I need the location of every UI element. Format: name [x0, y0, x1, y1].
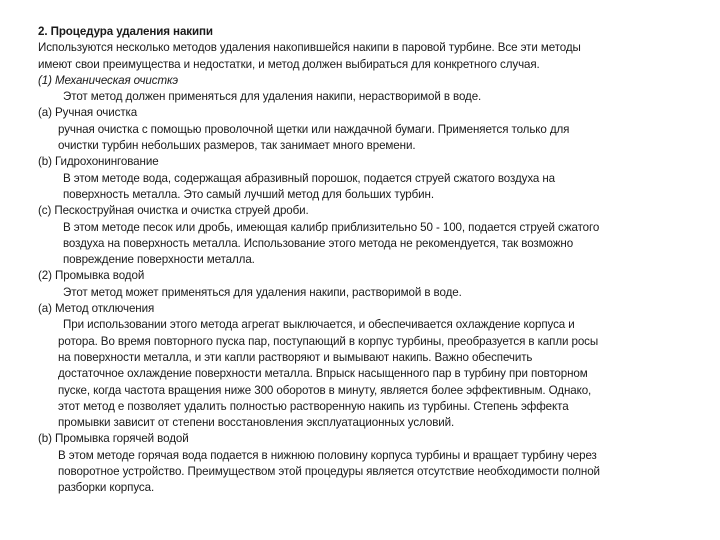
intro-line: Используются несколько методов удаления накопившейся накипи в паровой турбине. Все эти методы: [38, 41, 581, 55]
item-text-line: пуске, когда частота вращения ниже 300 оборотов в минуту, является более эффективным. Однако,: [58, 383, 592, 397]
item-heading-shutdown: (a) Метод отключения: [38, 302, 155, 316]
section-title: 2. Процедура удаления накипи: [38, 25, 213, 38]
item-heading-hot-water: (b) Промывка горячей водой: [38, 432, 189, 446]
item-text-line: очистки турбин небольших размеров, так занимает много времени.: [58, 139, 416, 153]
item-text-line: поверхность металла. Это самый лучший метод для больших турбин.: [63, 187, 434, 201]
item-text-line: воздуха на поверхность металла. Использование этого метода не рекомендуется, так возможно: [63, 236, 574, 250]
subsection-description: Этот метод должен применяться для удаления накипи, нерастворимой в воде.: [63, 90, 482, 104]
document-body: [38, 24, 698, 497]
subsection-heading-mechanical: (1) Механическая очисткэ: [38, 73, 178, 87]
item-text-line: ротора. Во время повторного пуска пар, поступающий в корпус турбины, преобразуется в капли росы: [58, 334, 599, 348]
item-heading-manual: (a) Ручная очистка: [38, 106, 138, 120]
item-text-line: ручная очистка с помощью проволочной щетки или наждачной бумаги. Применяется только для: [58, 122, 570, 136]
item-text-line: В этом методе вода, содержащая абразивный порошок, подается струей сжатого воздуха на: [63, 171, 556, 185]
subsection-description: Этот метод может применяться для удаления накипи, растворимой в воде.: [63, 285, 462, 299]
item-text-line: При использовании этого метода агрегат выключается, и обеспечивается охлаждение корпуса и: [63, 318, 575, 332]
item-text-line: разборки корпуса.: [58, 481, 155, 495]
item-text-line: повреждение поверхности металла.: [63, 253, 255, 267]
item-text-line: на поверхности металла, и эти капли растворяют и вымывают накипь. Важно обеспечить: [58, 350, 533, 364]
item-text-line: В этом методе песок или дробь, имеющая калибр приблизительно 50 - 100, подается струей сжатого: [63, 220, 600, 234]
item-text-line: поворотное устройство. Преимуществом этой процедуры является отсутствие необходимости полной: [58, 465, 600, 479]
item-text-line: промывки зависит от степени восстановления эксплуатационных условий.: [58, 416, 455, 430]
subsection-heading-water-wash: (2) Промывка водой: [38, 269, 145, 283]
item-text-line: этот метод е позволяет удалить полностью растворенную накипь из турбины. Степень эффекта: [58, 399, 569, 413]
intro-line: имеют свои преимущества и недостатки, и метод должен выбираться для конкретного случая.: [38, 57, 540, 71]
item-text-line: достаточное охлаждение поверхности металла. Впрыск насыщенного пар в турбину при повторном: [58, 367, 588, 381]
item-text-line: В этом методе горячая вода подается в нижнюю половину корпуса турбины и вращает турбину через: [58, 448, 597, 462]
item-heading-hydrohoning: (b) Гидрохонингование: [38, 155, 159, 169]
item-heading-sandblast: (c) Пескоструйная очистка и очистка струей дроби.: [38, 204, 309, 218]
